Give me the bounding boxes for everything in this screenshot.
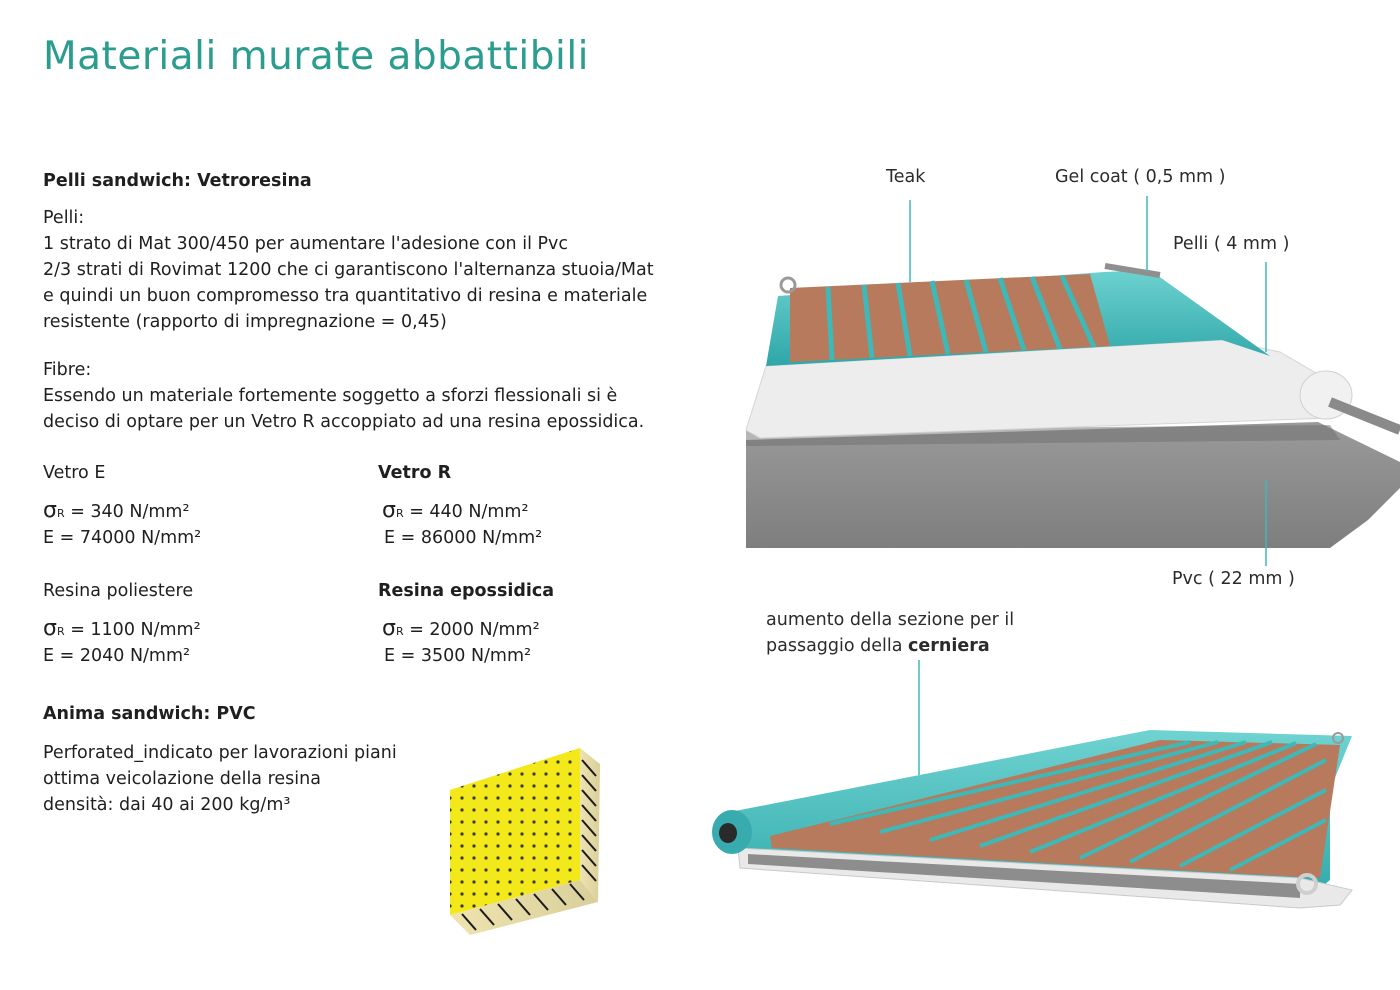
material-vetro-e <box>43 460 201 551</box>
strength-row <box>43 498 201 527</box>
strength-row <box>382 616 554 645</box>
label-hinge-section <box>766 607 1014 659</box>
sigma-subscript: R <box>56 625 65 638</box>
label-pelli: Pelli ( 4 mm ) <box>1173 234 1290 254</box>
pelli-line: 1 strato di Mat 300/450 per aumentare l'adesione con il Pvc <box>43 234 569 254</box>
fibre-line: deciso di optare per un Vetro R accoppiato ad una resina epossidica. <box>43 412 645 432</box>
sigma-symbol: σ <box>382 498 396 523</box>
strength-row <box>43 616 201 645</box>
hinge-label-prefix: passaggio della <box>766 636 909 656</box>
hinge-label-bold: cerniera <box>908 636 990 656</box>
pvc-layer <box>746 422 1400 548</box>
core-line: Perforated_indicato per lavorazioni piani <box>43 743 397 763</box>
hinge-label-line: aumento della sezione per il <box>766 610 1015 630</box>
label-pvc: Pvc ( 22 mm ) <box>1172 569 1295 589</box>
core-description <box>43 740 397 818</box>
core-heading: Anima sandwich: PVC <box>43 704 256 724</box>
skins-description <box>43 205 654 335</box>
pelli-line: e quindi un buon compromesso tra quantitativo di resina e materiale <box>43 286 648 306</box>
gelcoat-layer <box>766 270 1270 366</box>
pelli-label: Pelli: <box>43 208 85 228</box>
modulus-value: E = 2040 N/mm² <box>43 646 191 666</box>
fibre-line: Essendo un materiale fortemente soggetto a sforzi flessionali si è <box>43 386 618 406</box>
strength-value: = 340 N/mm² <box>70 502 190 522</box>
strength-value: = 440 N/mm² <box>409 502 529 522</box>
material-name: Vetro E <box>43 463 106 483</box>
core-line: ottima veicolazione della resina <box>43 769 321 789</box>
strength-row <box>382 498 542 527</box>
sigma-subscript: R <box>395 507 404 520</box>
material-resina-poliestere <box>43 578 201 669</box>
strength-value: = 2000 N/mm² <box>409 620 540 640</box>
material-resina-epossidica <box>378 578 554 669</box>
material-name: Resina poliestere <box>43 581 194 601</box>
sigma-subscript: R <box>56 507 65 520</box>
teak-deck-hinge <box>770 740 1340 878</box>
label-teak: Teak <box>886 167 926 187</box>
label-gelcoat: Gel coat ( 0,5 mm ) <box>1055 167 1226 187</box>
sigma-symbol: σ <box>382 616 396 641</box>
modulus-value: E = 74000 N/mm² <box>43 528 202 548</box>
foam-layer <box>746 340 1345 438</box>
modulus-value: E = 86000 N/mm² <box>384 528 543 548</box>
teak-deck <box>790 274 1110 362</box>
fibre-description <box>43 357 644 435</box>
skins-heading: Pelli sandwich: Vetroresina <box>43 171 312 191</box>
sigma-subscript: R <box>395 625 404 638</box>
page-title: Materiali murate abbattibili <box>43 34 589 79</box>
strength-value: = 1100 N/mm² <box>70 620 201 640</box>
modulus-value: E = 3500 N/mm² <box>384 646 532 666</box>
material-name: Vetro R <box>378 463 452 483</box>
hinge-label-line <box>766 633 1014 659</box>
fibre-label: Fibre: <box>43 360 92 380</box>
material-vetro-r <box>378 460 542 551</box>
sigma-symbol: σ <box>43 616 57 641</box>
pelli-line: 2/3 strati di Rovimat 1200 che ci garantiscono l'alternanza stuoia/Mat <box>43 260 654 280</box>
material-name: Resina epossidica <box>378 581 555 601</box>
core-line: densità: dai 40 ai 200 kg/m³ <box>43 795 291 815</box>
pelli-line: resistente (rapporto di impregnazione = 0,45) <box>43 312 447 332</box>
sigma-symbol: σ <box>43 498 57 523</box>
